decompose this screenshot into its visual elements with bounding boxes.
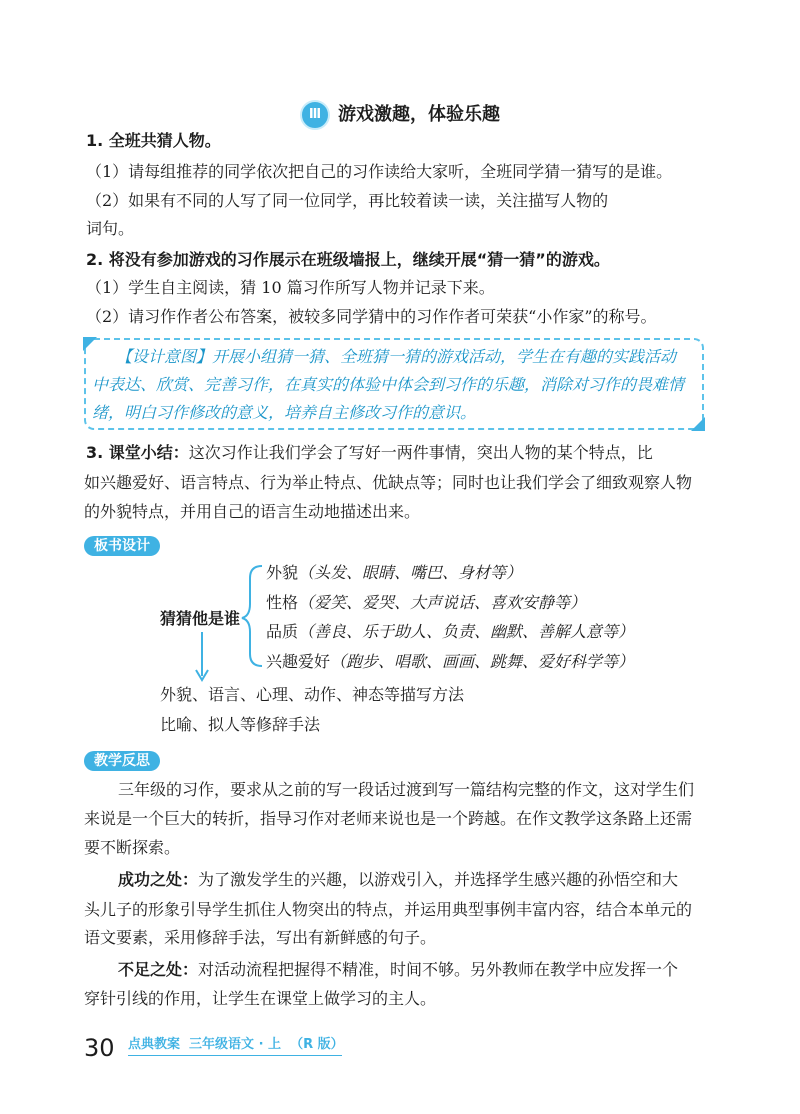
step1-heading: 1. 全班共猜人物。	[86, 131, 221, 150]
board-item-note: （跑步、唱歌、画画、跳舞、爱好科学等）	[330, 652, 635, 671]
step2-heading: 2. 将没有参加游戏的习作展示在班级墙报上，继续开展“猜一猜”的游戏。	[86, 250, 610, 269]
board-item-label: 外貌	[266, 563, 299, 582]
board-item-note: （爱笑、爱哭、大声说话、喜欢安静等）	[298, 593, 587, 612]
reflection-shortfall-line1	[118, 959, 748, 981]
board-item-label: 品质	[266, 622, 299, 641]
board-item-note: （头发、眼睛、嘴巴、身材等）	[298, 563, 523, 582]
reflection-intro-line1: 三年级的习作，要求从之前的写一段话过渡到写一篇结构完整的作文，这对学生们	[118, 780, 695, 799]
reflection-intro-line2: 来说是一个巨大的转折，指导习作对老师来说也是一个跨越。在作文教学这条路上还需	[84, 809, 693, 828]
step1-item1: （1）请每组推荐的同学依次把自己的习作读给大家听，全班同学猜一猜写的是谁。	[86, 162, 673, 181]
footer-book-title: 点典教案 三年级语文 · 上 （R 版）	[128, 1037, 344, 1052]
step3-label: 3. 课堂小结：	[86, 443, 189, 462]
board-item-label: 性格	[266, 593, 299, 612]
board-item	[266, 621, 634, 643]
brace-icon	[242, 566, 262, 666]
reflection-success-line1	[118, 869, 748, 891]
design-intent-line3: 绪，明白习作修改的意义，培养自主修改习作的意识。	[92, 403, 477, 422]
reflection-success-line2: 头儿子的形象引导学生抓住人物突出的特点，并运用典型事例丰富内容，结合本单元的	[84, 900, 693, 919]
step3-line1-text: 这次习作让我们学会了写好一两件事情，突出人物的某个特点，比	[188, 443, 653, 462]
reflection-tag: 教学反思	[84, 751, 160, 771]
shortfall-label: 不足之处：	[118, 960, 199, 979]
board-methods-line1: 外貌、语言、心理、动作、神态等描写方法	[160, 685, 465, 704]
design-intent-line2: 中表达、欣赏、完善习作，在真实的体验中体会到习作的乐趣，消除对习作的畏难情	[92, 375, 685, 394]
step2-item2: （2）请习作作者公布答案，被较多同学猜中的习作作者可荣获“小作家”的称号。	[86, 307, 657, 326]
success-label: 成功之处：	[118, 870, 199, 889]
design-intent-line1: 【设计意图】开展小组猜一猜、全班猜一猜的游戏活动，学生在有趣的实践活动	[116, 347, 677, 366]
step3-line3: 的外貌特点，并用自己的语言生动地描述出来。	[84, 502, 421, 521]
shortfall-text: 对活动流程把握得不精准，时间不够。另外教师在教学中应发挥一个	[198, 960, 679, 979]
section-title: 游戏激趣，体验乐趣	[338, 104, 500, 125]
footer-underline	[128, 1055, 342, 1056]
page-number: 30	[84, 1034, 115, 1062]
step3-line2: 如兴趣爱好、语言特点、行为举止特点、优缺点等；同时也让我们学会了细致观察人物	[84, 473, 693, 492]
board-item-note: （善良、乐于助人、负责、幽默、善解人意等）	[298, 622, 635, 641]
board-item	[266, 592, 586, 614]
success-text: 为了激发学生的兴趣，以游戏引入，并选择学生感兴趣的孙悟空和大	[198, 870, 679, 889]
step1-item2-line2: 词句。	[86, 219, 135, 238]
board-item-label: 兴趣爱好	[266, 652, 331, 671]
board-design-tag: 板书设计	[84, 536, 160, 556]
board-item	[266, 562, 522, 584]
section-number-badge: Ⅲ	[300, 100, 330, 130]
step2-item1: （1）学生自主阅读，猜 10 篇习作所写人物并记录下来。	[86, 278, 495, 297]
board-item	[266, 651, 634, 673]
reflection-intro-line3: 要不断探索。	[84, 838, 181, 857]
board-center-label: 猜猜他是谁	[160, 609, 241, 628]
reflection-shortfall-line2: 穿针引线的作用，让学生在课堂上做学习的主人。	[84, 989, 437, 1008]
reflection-success-line3: 语文要素，采用修辞手法，写出有新鲜感的句子。	[84, 928, 437, 947]
step1-item2-line1: （2）如果有不同的人写了同一位同学，再比较着读一读，关注描写人物的	[86, 191, 609, 210]
board-methods-line2: 比喻、拟人等修辞手法	[160, 715, 321, 734]
